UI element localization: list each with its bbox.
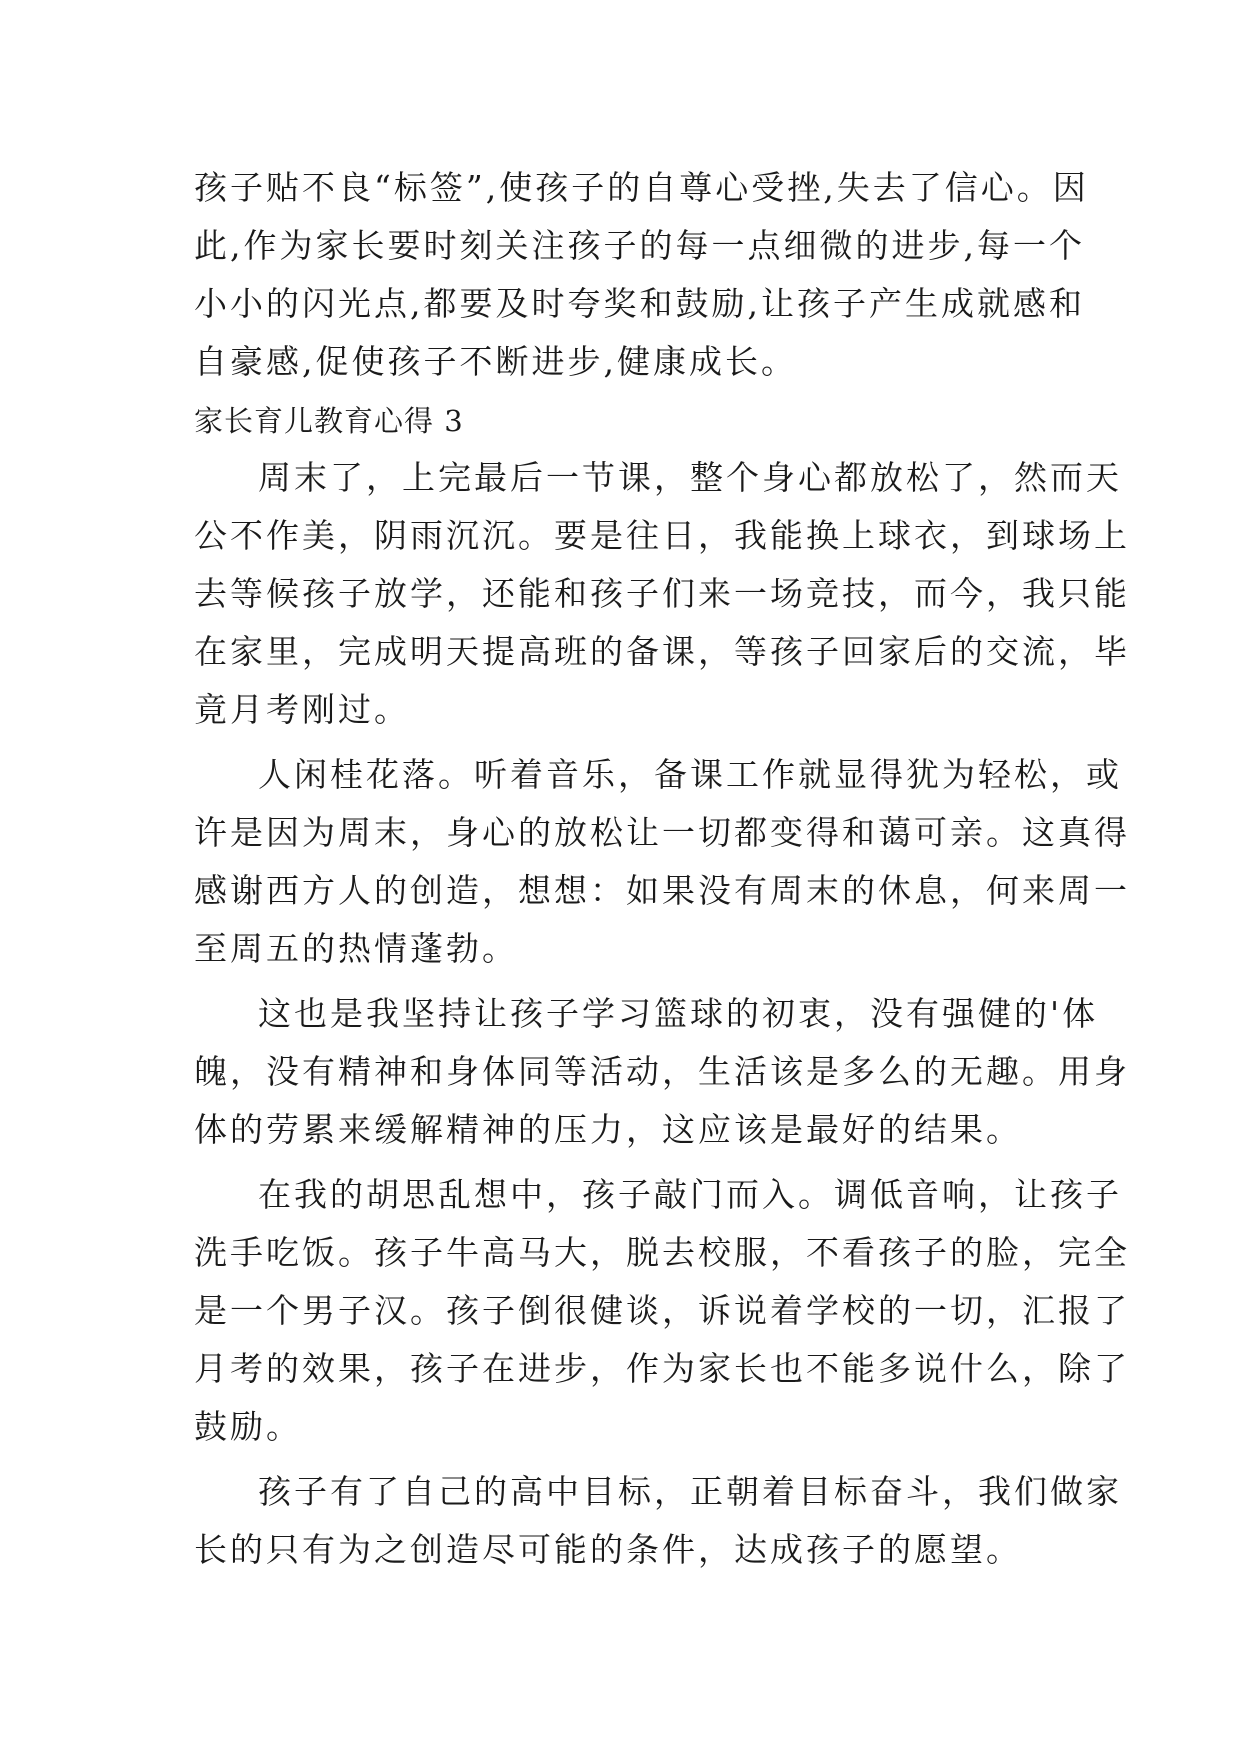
paragraph-line: 魄，没有精神和身体同等活动，生活该是多么的无趣。用身 — [194, 1052, 1130, 1091]
paragraph-line: 月考的效果，孩子在进步，作为家长也不能多说什么，除了 — [194, 1349, 1130, 1388]
text-line: 孩子贴不良“标签”,使孩子的自尊心受挫,失去了信心。因 — [194, 168, 1089, 207]
paragraph-line: 孩子有了自己的高中目标，正朝着目标奋斗，我们做家 — [258, 1472, 1122, 1511]
paragraph-line: 周末了，上完最后一节课，整个身心都放松了，然而天 — [258, 458, 1122, 497]
paragraph-line: 长的只有为之创造尽可能的条件，达成孩子的愿望。 — [194, 1530, 1022, 1569]
paragraph-line: 在我的胡思乱想中，孩子敲门而入。调低音响，让孩子 — [258, 1175, 1122, 1214]
paragraph-line: 人闲桂花落。听着音乐，备课工作就显得犹为轻松，或 — [258, 755, 1122, 794]
paragraph-line: 鼓励。 — [194, 1407, 302, 1446]
paragraph-line: 许是因为周末，身心的放松让一切都变得和蔼可亲。这真得 — [194, 813, 1130, 852]
paragraph-line: 在家里，完成明天提高班的备课，等孩子回家后的交流，毕 — [194, 632, 1130, 671]
paragraph-line: 感谢西方人的创造，想想：如果没有周末的休息，何来周一 — [194, 871, 1130, 910]
paragraph-line: 这也是我坚持让孩子学习篮球的初衷，没有强健的'体 — [258, 994, 1099, 1033]
section-heading: 家长育儿教育心得 3 — [194, 404, 464, 438]
paragraph-line: 洗手吃饭。孩子牛高马大，脱去校服，不看孩子的脸，完全 — [194, 1233, 1130, 1272]
paragraph-line: 体的劳累来缓解精神的压力，这应该是最好的结果。 — [194, 1110, 1022, 1149]
text-line: 自豪感,促使孩子不断进步,健康成长。 — [194, 342, 797, 381]
paragraph-line: 是一个男子汉。孩子倒很健谈，诉说着学校的一切，汇报了 — [194, 1291, 1130, 1330]
text-line: 小小的闪光点,都要及时夸奖和鼓励,让孩子产生成就感和 — [194, 284, 1085, 323]
text-line: 此,作为家长要时刻关注孩子的每一点细微的进步,每一个 — [194, 226, 1085, 265]
paragraph-line: 公不作美，阴雨沉沉。要是往日，我能换上球衣，到球场上 — [194, 516, 1130, 555]
paragraph-line: 至周五的热情蓬勃。 — [194, 929, 518, 968]
paragraph-line: 竟月考刚过。 — [194, 690, 410, 729]
paragraph-line: 去等候孩子放学，还能和孩子们来一场竞技，而今，我只能 — [194, 574, 1130, 613]
